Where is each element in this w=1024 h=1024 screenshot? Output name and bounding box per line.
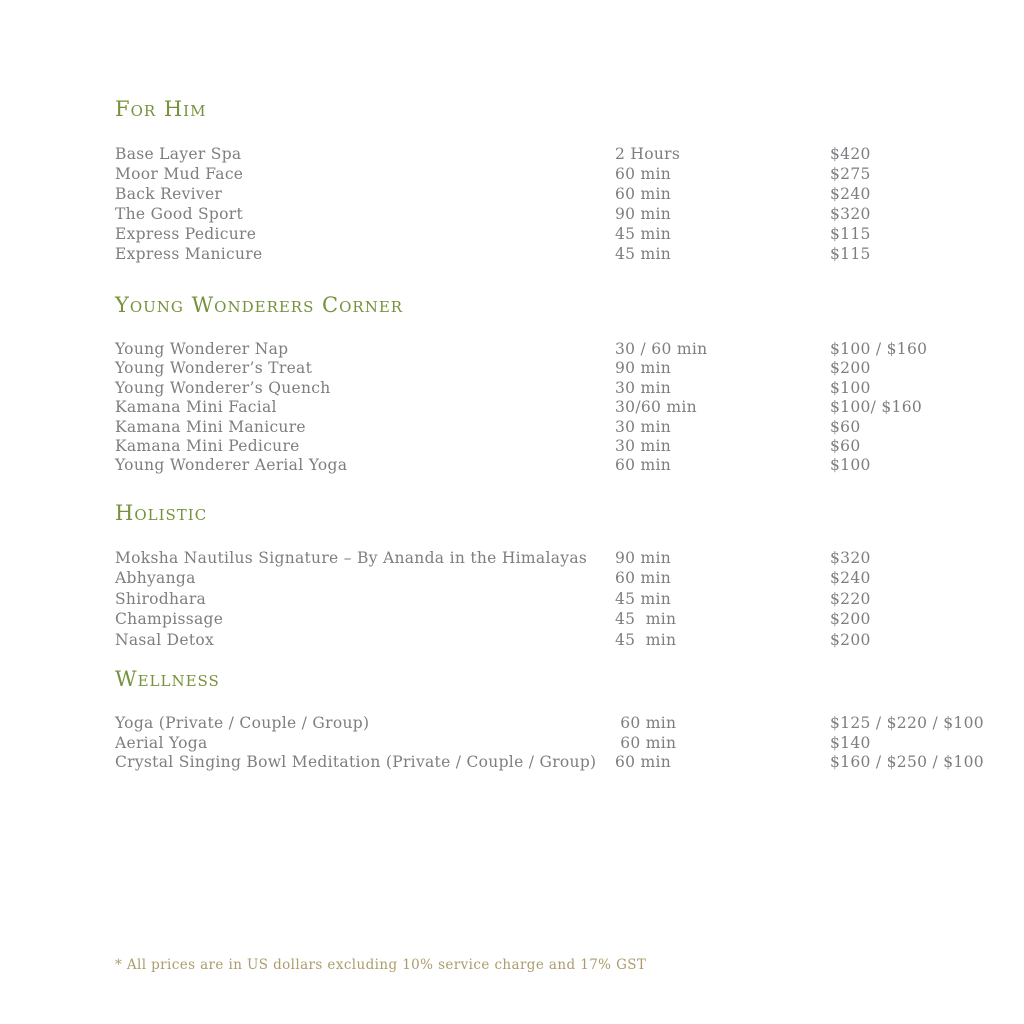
menu-item-row — [115, 379, 984, 398]
item-name: Young Wonderer’s Quench — [115, 378, 331, 397]
item-duration: 60 min — [615, 185, 672, 203]
menu-item-row — [115, 144, 984, 164]
section-items — [115, 714, 984, 773]
item-price: $200 — [830, 610, 871, 629]
item-price: $320 — [830, 205, 871, 223]
item-duration: 2 Hours — [615, 145, 681, 163]
menu-item-row — [115, 753, 984, 773]
menu-item-row — [115, 568, 984, 588]
item-price: $320 — [830, 549, 871, 567]
menu-item-row — [115, 184, 984, 204]
item-name: Crystal Singing Bowl Meditation (Private / Couple / Group) — [115, 753, 597, 772]
item-name: Express Manicure — [115, 245, 263, 263]
item-price: $275 — [830, 165, 871, 183]
menu-section — [115, 500, 984, 650]
item-duration: 90 min — [615, 359, 672, 378]
item-price: $60 — [830, 417, 861, 436]
item-name: Kamana Mini Facial — [115, 398, 277, 417]
item-price: $420 — [830, 145, 871, 163]
item-duration: 90 min — [615, 549, 672, 567]
item-name: Moksha Nautilus Signature – By Ananda in the Himalayas — [115, 549, 588, 567]
menu-section — [115, 666, 984, 773]
item-name: Back Reviver — [115, 185, 223, 203]
item-duration: 60 min — [615, 456, 672, 475]
menu-item-row — [115, 244, 984, 264]
item-name: Nasal Detox — [115, 630, 215, 649]
item-duration: 45 min — [615, 589, 672, 608]
item-duration: 45 min — [615, 630, 677, 649]
item-duration: 60 min — [615, 165, 672, 183]
menu-item-row — [115, 734, 984, 754]
item-price: $115 — [830, 245, 871, 263]
item-duration: 30/60 min — [615, 398, 697, 417]
menu-item-row — [115, 548, 984, 568]
section-title: Holistic — [115, 501, 208, 525]
menu-section — [115, 292, 984, 476]
section-items — [115, 144, 984, 264]
menu-item-row — [115, 224, 984, 244]
item-duration: 90 min — [615, 205, 672, 223]
item-price: $115 — [830, 225, 871, 243]
menu-item-row — [115, 418, 984, 437]
item-price: $240 — [830, 185, 871, 203]
item-price: $100 — [830, 378, 871, 397]
menu-section — [115, 96, 984, 264]
menu-item-row — [115, 609, 984, 629]
item-price: $200 — [830, 359, 871, 378]
item-name: Base Layer Spa — [115, 145, 242, 163]
item-name: Shirodhara — [115, 589, 207, 608]
section-title: Wellness — [115, 667, 220, 691]
section-items — [115, 548, 984, 650]
menu-item-row — [115, 398, 984, 417]
item-name: Aerial Yoga — [115, 733, 208, 752]
item-price: $100 — [830, 456, 871, 475]
section-title: Young Wonderers Corner — [115, 293, 404, 317]
item-name: Young Wonderer Aerial Yoga — [115, 456, 348, 475]
section-items — [115, 340, 984, 476]
item-duration: 60 min — [615, 569, 672, 588]
item-name: Kamana Mini Manicure — [115, 417, 306, 436]
menu-item-row — [115, 340, 984, 359]
item-duration: 60 min — [615, 714, 677, 732]
item-name: Young Wonderer Nap — [115, 340, 289, 358]
item-price: $100/ $160 — [830, 398, 923, 417]
item-duration: 45 min — [615, 225, 672, 243]
menu-item-row — [115, 714, 984, 734]
item-duration: 60 min — [615, 753, 672, 772]
menu-item-row — [115, 630, 984, 650]
item-name: Express Pedicure — [115, 225, 257, 243]
item-price: $140 — [830, 733, 871, 752]
item-duration: 30 min — [615, 437, 672, 456]
item-name: Abhyanga — [115, 569, 196, 588]
item-price: $125 / $220 / $100 — [830, 714, 984, 732]
item-name: Moor Mud Face — [115, 165, 244, 183]
item-price: $100 / $160 — [830, 340, 928, 358]
item-duration: 60 min — [615, 733, 677, 752]
item-name: The Good Sport — [115, 205, 244, 223]
pricing-footnote: * All prices are in US dollars excluding 10% service charge and 17% GST — [115, 957, 647, 973]
item-price: $220 — [830, 589, 871, 608]
item-price: $200 — [830, 630, 871, 649]
menu-item-row — [115, 437, 984, 456]
item-duration: 45 min — [615, 610, 677, 629]
item-duration: 30 / 60 min — [615, 340, 708, 358]
item-name: Yoga (Private / Couple / Group) — [115, 714, 370, 732]
menu-item-row — [115, 456, 984, 475]
item-name: Young Wonderer’s Treat — [115, 359, 313, 378]
section-title: For Him — [115, 97, 207, 121]
item-duration: 30 min — [615, 417, 672, 436]
item-duration: 30 min — [615, 378, 672, 397]
menu-item-row — [115, 204, 984, 224]
item-name: Champissage — [115, 610, 224, 629]
item-price: $60 — [830, 437, 861, 456]
menu-item-row — [115, 359, 984, 378]
item-name: Kamana Mini Pedicure — [115, 437, 300, 456]
item-price: $160 / $250 / $100 — [830, 753, 984, 772]
menu-item-row — [115, 589, 984, 609]
menu-item-row — [115, 164, 984, 184]
item-price: $240 — [830, 569, 871, 588]
item-duration: 45 min — [615, 245, 672, 263]
